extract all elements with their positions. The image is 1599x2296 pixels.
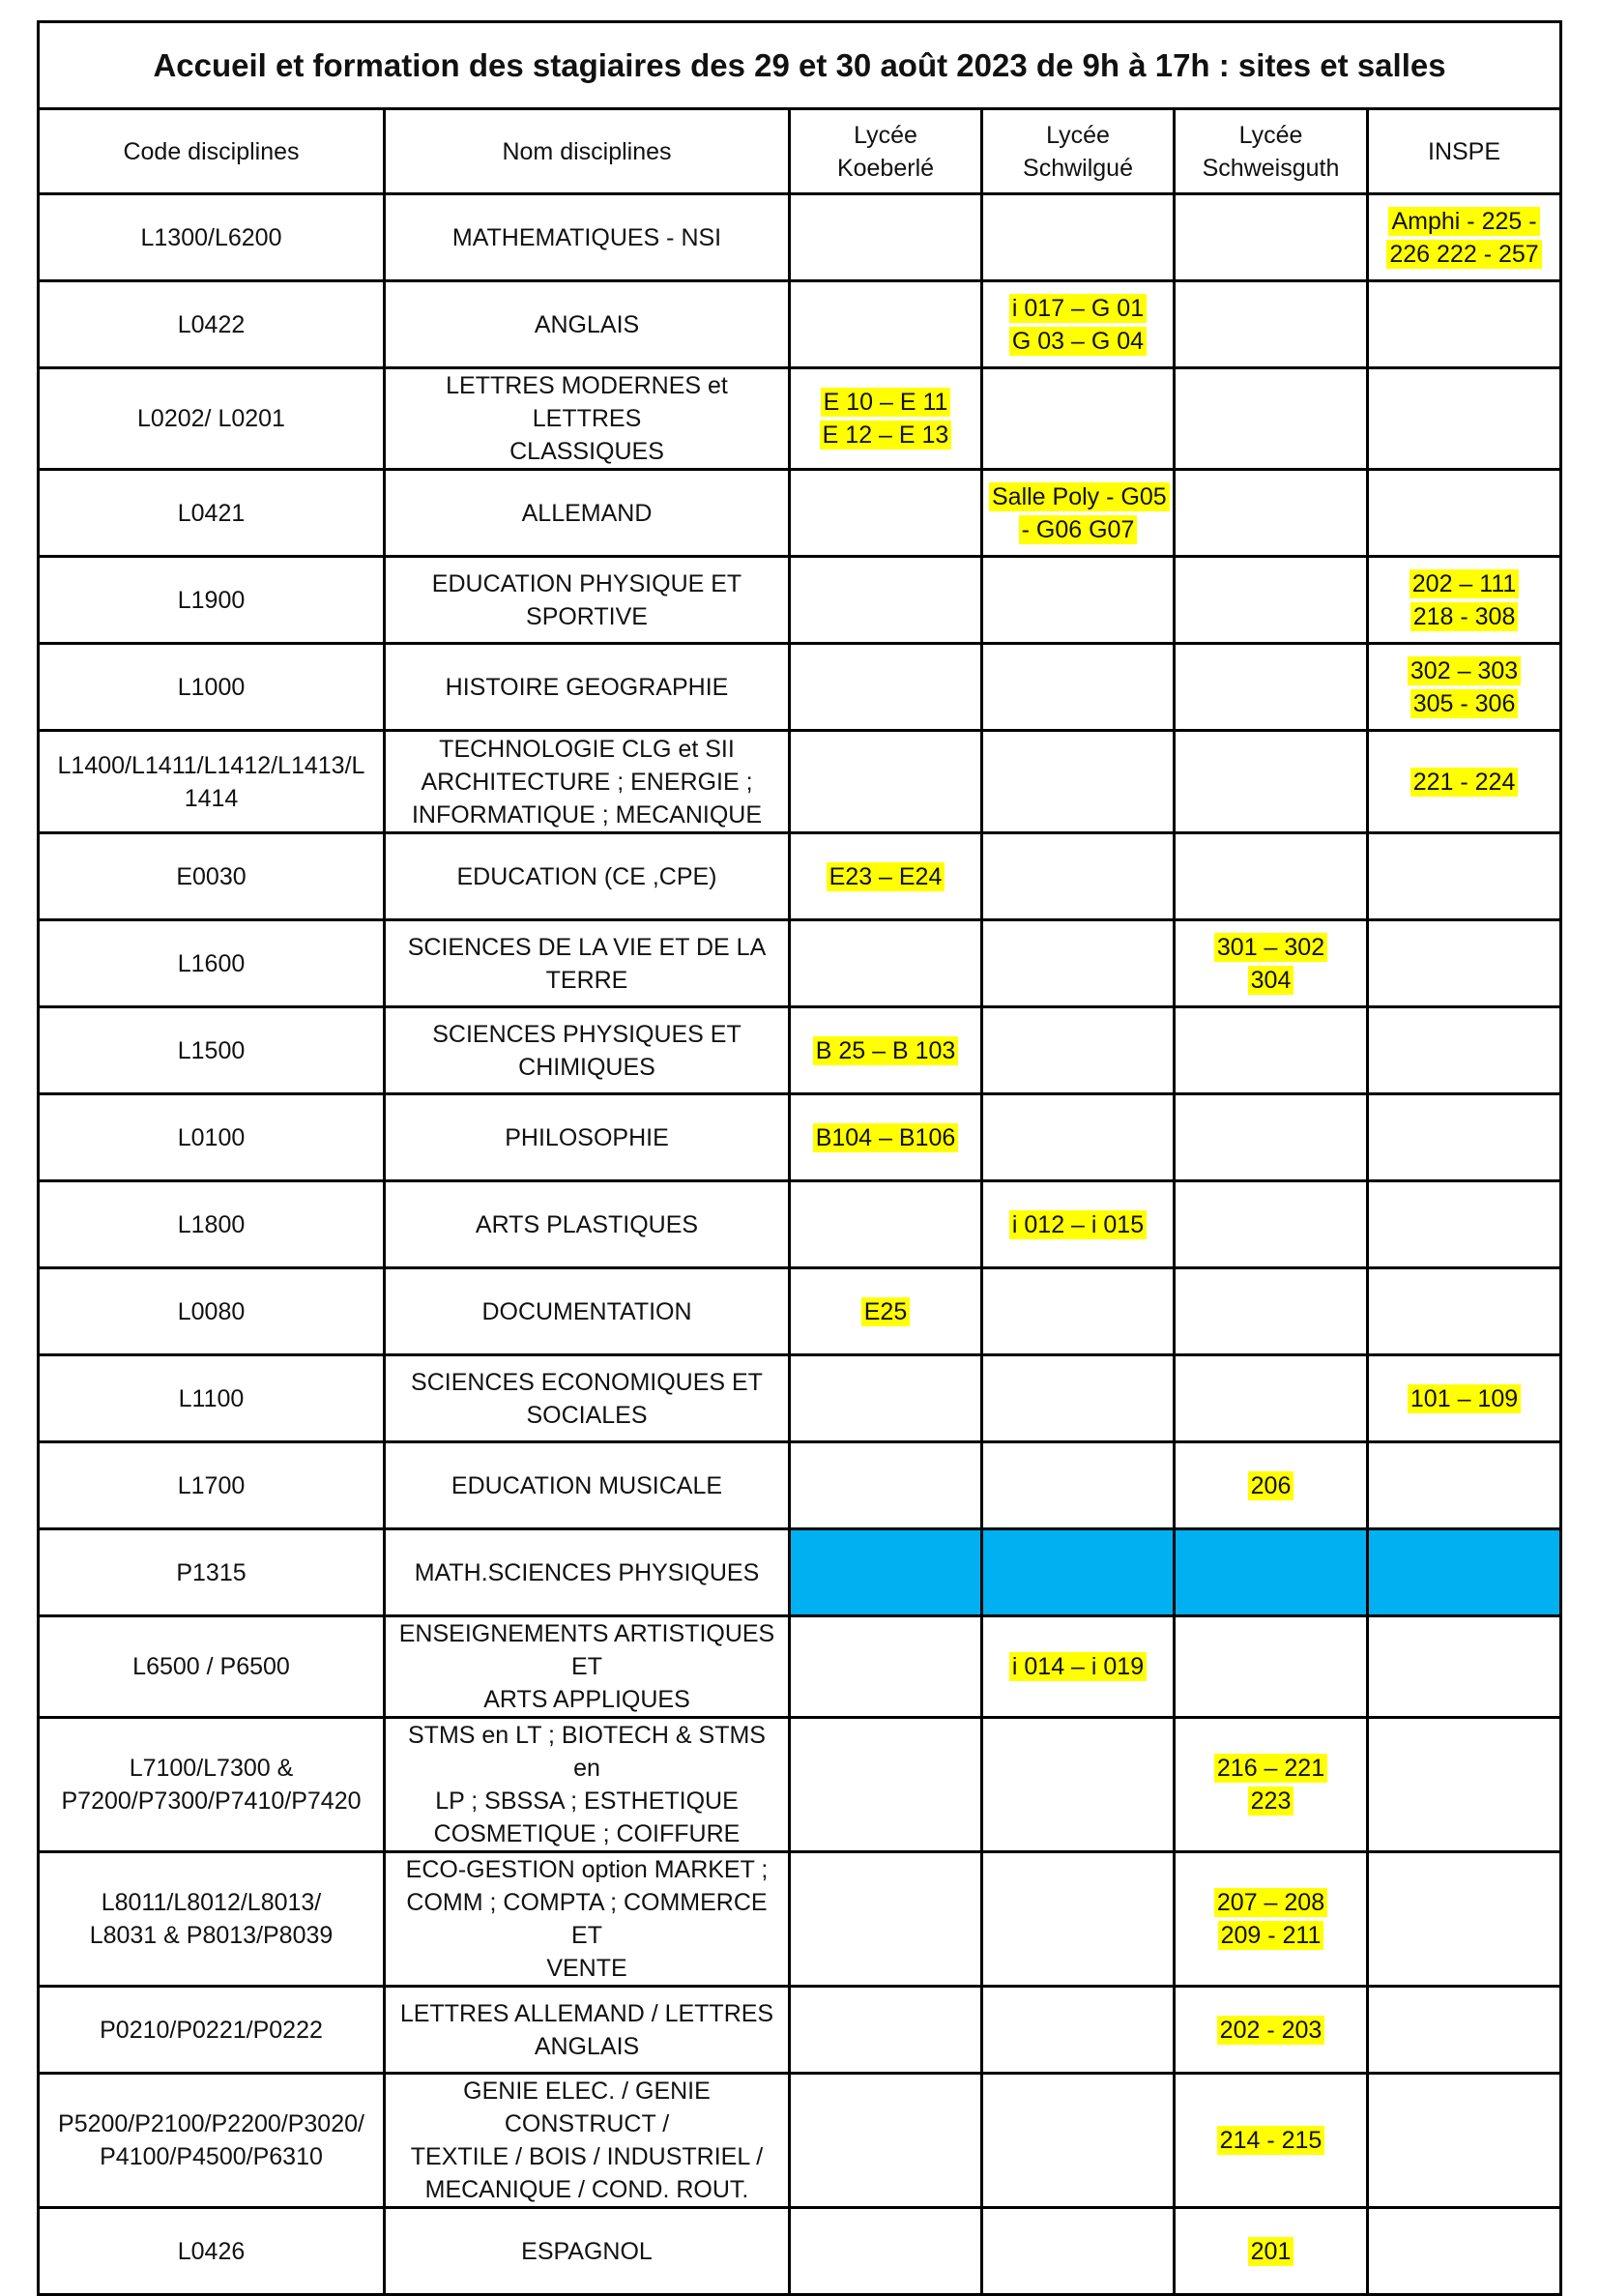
column-header-inspe: INSPE (1368, 109, 1561, 194)
schwilgue-cell (982, 1181, 1175, 1268)
code-cell (39, 1094, 385, 1181)
inspe-cell (1368, 281, 1561, 368)
schwilgue-cell (982, 644, 1175, 731)
cell-text: L0422 (177, 310, 246, 338)
schwilgue-cell (982, 1852, 1175, 1987)
code-cell (39, 1529, 385, 1616)
table-row (39, 644, 1561, 731)
name-cell (385, 1529, 790, 1616)
room-label: 202 – 111 218 - 308 (1410, 569, 1520, 631)
schweisguth-cell (1175, 1007, 1368, 1094)
name-cell (385, 2208, 790, 2295)
cell-text: EDUCATION PHYSIQUE ET SPORTIVE (431, 569, 742, 630)
table-row (39, 2208, 1561, 2295)
column-header-schwilgue: Lycée Schwilgué (982, 109, 1175, 194)
koeberle-cell (790, 644, 982, 731)
koeberle-cell (790, 194, 982, 281)
schwilgue-cell (982, 281, 1175, 368)
koeberle-cell (790, 2208, 982, 2295)
schwilgue-cell (982, 833, 1175, 920)
koeberle-cell (790, 731, 982, 833)
table-row (39, 1616, 1561, 1718)
inspe-cell (1368, 644, 1561, 731)
cell-text: STMS en LT ; BIOTECH & STMS en LP ; SBSSA ; ESTHETIQUE COSMETIQUE ; COIFFURE (408, 1722, 766, 1847)
koeberle-cell (790, 1529, 982, 1616)
inspe-cell (1368, 368, 1561, 470)
inspe-cell (1368, 1181, 1561, 1268)
code-cell (39, 470, 385, 557)
inspe-cell (1368, 1987, 1561, 2074)
code-cell (39, 281, 385, 368)
name-cell (385, 368, 790, 470)
cell-text: HISTOIRE GEOGRAPHIE (445, 673, 729, 701)
cell-text: L1100 (178, 1384, 245, 1412)
table-row (39, 2074, 1561, 2208)
inspe-cell (1368, 1616, 1561, 1718)
cell-text: SCIENCES DE LA VIE ET DE LA TERRE (407, 933, 767, 994)
koeberle-cell (790, 1355, 982, 1442)
cell-text: L1800 (177, 1210, 246, 1238)
code-cell (39, 194, 385, 281)
code-cell (39, 1181, 385, 1268)
header-row (39, 109, 1561, 194)
room-label: B 25 – B 103 (813, 1036, 959, 1065)
schweisguth-cell (1175, 1718, 1368, 1852)
schweisguth-cell (1175, 1181, 1368, 1268)
koeberle-cell (790, 281, 982, 368)
table-row (39, 1007, 1561, 1094)
room-label: 216 – 221 223 (1214, 1754, 1327, 1816)
name-cell (385, 1616, 790, 1718)
code-cell (39, 920, 385, 1007)
cell-text: DOCUMENTATION (481, 1297, 692, 1325)
cell-text: SCIENCES ECONOMIQUES ET SOCIALES (411, 1368, 763, 1429)
schweisguth-cell (1175, 1355, 1368, 1442)
inspe-cell (1368, 731, 1561, 833)
table-row (39, 1718, 1561, 1852)
koeberle-cell (790, 920, 982, 1007)
cell-text: ANGLAIS (534, 310, 640, 338)
room-label: i 012 – i 015 (1009, 1210, 1147, 1239)
room-label: Salle Poly - G05 - G06 G07 (989, 482, 1170, 544)
room-label: i 017 – G 01 G 03 – G 04 (1009, 294, 1147, 356)
koeberle-cell (790, 1987, 982, 2074)
cell-text: L0426 (177, 2237, 246, 2265)
table-row (39, 1094, 1561, 1181)
schwilgue-cell (982, 920, 1175, 1007)
koeberle-cell (790, 1181, 982, 1268)
cell-text: ARTS PLASTIQUES (475, 1210, 699, 1238)
room-label: E25 (861, 1297, 910, 1326)
koeberle-cell (790, 833, 982, 920)
schweisguth-cell (1175, 470, 1368, 557)
code-cell (39, 1007, 385, 1094)
schweisguth-cell (1175, 644, 1368, 731)
koeberle-cell (790, 557, 982, 644)
table-row (39, 833, 1561, 920)
table-row (39, 1355, 1561, 1442)
table-row (39, 1852, 1561, 1987)
schweisguth-cell (1175, 1442, 1368, 1529)
schwilgue-cell (982, 1987, 1175, 2074)
cell-text: ENSEIGNEMENTS ARTISTIQUES ET ARTS APPLIQUES (398, 1620, 775, 1713)
room-label: 202 - 203 (1217, 2016, 1325, 2045)
schwilgue-cell (982, 731, 1175, 833)
cell-text: L0100 (177, 1123, 246, 1151)
cell-text: MATH.SCIENCES PHYSIQUES (414, 1558, 760, 1586)
inspe-cell (1368, 557, 1561, 644)
schweisguth-cell (1175, 920, 1368, 1007)
schweisguth-cell (1175, 2074, 1368, 2208)
inspe-cell (1368, 2208, 1561, 2295)
schwilgue-cell (982, 2074, 1175, 2208)
code-cell (39, 1442, 385, 1529)
name-cell (385, 557, 790, 644)
room-label: 302 – 303 305 - 306 (1408, 656, 1521, 718)
cell-text: ALLEMAND (521, 499, 653, 527)
cell-text: L7100/L7300 & P7200/P7300/P7410/P7420 (61, 1755, 362, 1815)
inspe-cell (1368, 920, 1561, 1007)
koeberle-cell (790, 1616, 982, 1718)
schwilgue-cell (982, 368, 1175, 470)
schwilgue-cell (982, 194, 1175, 281)
name-cell (385, 1718, 790, 1852)
room-label: 206 (1248, 1471, 1294, 1500)
cell-text: L0421 (177, 499, 246, 527)
room-label: B104 – B106 (813, 1123, 959, 1152)
name-cell (385, 2074, 790, 2208)
inspe-cell (1368, 2074, 1561, 2208)
cell-text: MATHEMATIQUES - NSI (451, 223, 722, 251)
table-row (39, 731, 1561, 833)
name-cell (385, 1094, 790, 1181)
schweisguth-cell (1175, 1616, 1368, 1718)
cell-text: TECHNOLOGIE CLG et SII ARCHITECTURE ; ENERGIE ; INFORMATIQUE ; MECANIQUE (411, 735, 763, 828)
inspe-cell (1368, 470, 1561, 557)
code-cell (39, 368, 385, 470)
cell-text: LETTRES MODERNES et LETTRES CLASSIQUES (446, 372, 728, 465)
name-cell (385, 1181, 790, 1268)
cell-text: PHILOSOPHIE (505, 1123, 669, 1151)
cell-text: L0080 (177, 1297, 246, 1325)
table-row (39, 1529, 1561, 1616)
schwilgue-cell (982, 1529, 1175, 1616)
code-cell (39, 2074, 385, 2208)
code-cell (39, 1268, 385, 1355)
koeberle-cell (790, 368, 982, 470)
code-cell (39, 1718, 385, 1852)
table-row (39, 1181, 1561, 1268)
name-cell (385, 1852, 790, 1987)
table-body (39, 194, 1561, 2295)
cell-text: L1300/L6200 (140, 223, 282, 251)
document-title: Accueil et formation des stagiaires des 29 et 30 août 2023 de 9h à 17h : sites et salles (39, 22, 1561, 109)
rooms-table (37, 20, 1562, 2296)
code-cell (39, 1852, 385, 1987)
table-row (39, 557, 1561, 644)
column-header-code: Code disciplines (39, 109, 385, 194)
name-cell (385, 1268, 790, 1355)
cell-text: GENIE ELEC. / GENIE CONSTRUCT / TEXTILE / BOIS / INDUSTRIEL / MECANIQUE / COND. ROUT. (410, 2078, 764, 2203)
name-cell (385, 1355, 790, 1442)
table-row (39, 368, 1561, 470)
room-label: i 014 – i 019 (1009, 1652, 1147, 1681)
inspe-cell (1368, 833, 1561, 920)
table-row (39, 1442, 1561, 1529)
cell-text: L1500 (177, 1036, 246, 1064)
cell-text: P0210/P0221/P0222 (100, 2016, 323, 2044)
code-cell (39, 1616, 385, 1718)
room-label: Amphi - 225 - 226 222 - 257 (1386, 207, 1541, 269)
room-label: E 10 – E 11 E 12 – E 13 (820, 388, 952, 450)
schweisguth-cell (1175, 1852, 1368, 1987)
cell-text: P5200/P2100/P2200/P3020/ P4100/P4500/P6310 (58, 2110, 364, 2170)
cell-text: ECO-GESTION option MARKET ; COMM ; COMPTA ; COMMERCE ET VENTE (405, 1856, 769, 1982)
cell-text: L1400/L1411/L1412/L1413/L 1414 (57, 751, 365, 812)
table-row (39, 920, 1561, 1007)
name-cell (385, 644, 790, 731)
column-header-schweisguth: Lycée Schweisguth (1175, 109, 1368, 194)
schwilgue-cell (982, 1007, 1175, 1094)
table-row (39, 470, 1561, 557)
room-label: E23 – E24 (827, 862, 945, 891)
inspe-cell (1368, 1529, 1561, 1616)
inspe-cell (1368, 194, 1561, 281)
name-cell (385, 1007, 790, 1094)
table-row (39, 1987, 1561, 2074)
schweisguth-cell (1175, 731, 1368, 833)
schweisguth-cell (1175, 194, 1368, 281)
schweisguth-cell (1175, 281, 1368, 368)
code-cell (39, 833, 385, 920)
column-header-koeberle: Lycée Koeberlé (790, 109, 982, 194)
schweisguth-cell (1175, 557, 1368, 644)
schwilgue-cell (982, 1718, 1175, 1852)
cell-text: SCIENCES PHYSIQUES ET CHIMIQUES (432, 1020, 741, 1081)
table-row (39, 1268, 1561, 1355)
schwilgue-cell (982, 1616, 1175, 1718)
code-cell (39, 1987, 385, 2074)
koeberle-cell (790, 1268, 982, 1355)
schweisguth-cell (1175, 1094, 1368, 1181)
koeberle-cell (790, 1718, 982, 1852)
column-header-name: Nom disciplines (385, 109, 790, 194)
cell-text: L1900 (177, 586, 246, 614)
schwilgue-cell (982, 557, 1175, 644)
cell-text: L0202/ L0201 (137, 405, 285, 432)
inspe-cell (1368, 1852, 1561, 1987)
schweisguth-cell (1175, 833, 1368, 920)
schweisguth-cell (1175, 368, 1368, 470)
schweisguth-cell (1175, 1987, 1368, 2074)
name-cell (385, 833, 790, 920)
code-cell (39, 731, 385, 833)
schweisguth-cell (1175, 2208, 1368, 2295)
schwilgue-cell (982, 470, 1175, 557)
name-cell (385, 194, 790, 281)
name-cell (385, 731, 790, 833)
cell-text: EDUCATION MUSICALE (451, 1471, 723, 1499)
name-cell (385, 1442, 790, 1529)
code-cell (39, 557, 385, 644)
table-row (39, 281, 1561, 368)
code-cell (39, 1355, 385, 1442)
code-cell (39, 2208, 385, 2295)
inspe-cell (1368, 1442, 1561, 1529)
room-label: 207 – 208 209 - 211 (1214, 1888, 1327, 1950)
code-cell (39, 644, 385, 731)
room-label: 214 - 215 (1217, 2126, 1325, 2155)
room-label: 101 – 109 (1408, 1384, 1521, 1413)
cell-text: L8011/L8012/L8013/ L8031 & P8013/P8039 (89, 1889, 334, 1949)
schwilgue-cell (982, 2208, 1175, 2295)
cell-text: E0030 (176, 862, 247, 890)
name-cell (385, 470, 790, 557)
koeberle-cell (790, 1442, 982, 1529)
cell-text: ESPAGNOL (521, 2237, 653, 2265)
name-cell (385, 1987, 790, 2074)
koeberle-cell (790, 2074, 982, 2208)
room-label: 301 – 302 304 (1214, 933, 1327, 995)
inspe-cell (1368, 1268, 1561, 1355)
cell-text: L1600 (177, 949, 246, 977)
schwilgue-cell (982, 1442, 1175, 1529)
cell-text: EDUCATION (CE ,CPE) (456, 862, 717, 890)
cell-text: P1315 (176, 1558, 247, 1586)
koeberle-cell (790, 1852, 982, 1987)
title-row (39, 22, 1561, 109)
cell-text: L1700 (177, 1471, 246, 1499)
name-cell (385, 920, 790, 1007)
schweisguth-cell (1175, 1529, 1368, 1616)
koeberle-cell (790, 1094, 982, 1181)
inspe-cell (1368, 1007, 1561, 1094)
koeberle-cell (790, 470, 982, 557)
schwilgue-cell (982, 1355, 1175, 1442)
koeberle-cell (790, 1007, 982, 1094)
schwilgue-cell (982, 1268, 1175, 1355)
table-row (39, 194, 1561, 281)
cell-text: L1000 (177, 673, 246, 701)
cell-text: L6500 / P6500 (132, 1653, 290, 1680)
name-cell (385, 281, 790, 368)
cell-text: LETTRES ALLEMAND / LETTRES ANGLAIS (399, 1999, 774, 2060)
inspe-cell (1368, 1355, 1561, 1442)
room-label: 221 - 224 (1410, 768, 1519, 797)
inspe-cell (1368, 1718, 1561, 1852)
schweisguth-cell (1175, 1268, 1368, 1355)
room-label: 201 (1248, 2237, 1294, 2266)
inspe-cell (1368, 1094, 1561, 1181)
schwilgue-cell (982, 1094, 1175, 1181)
